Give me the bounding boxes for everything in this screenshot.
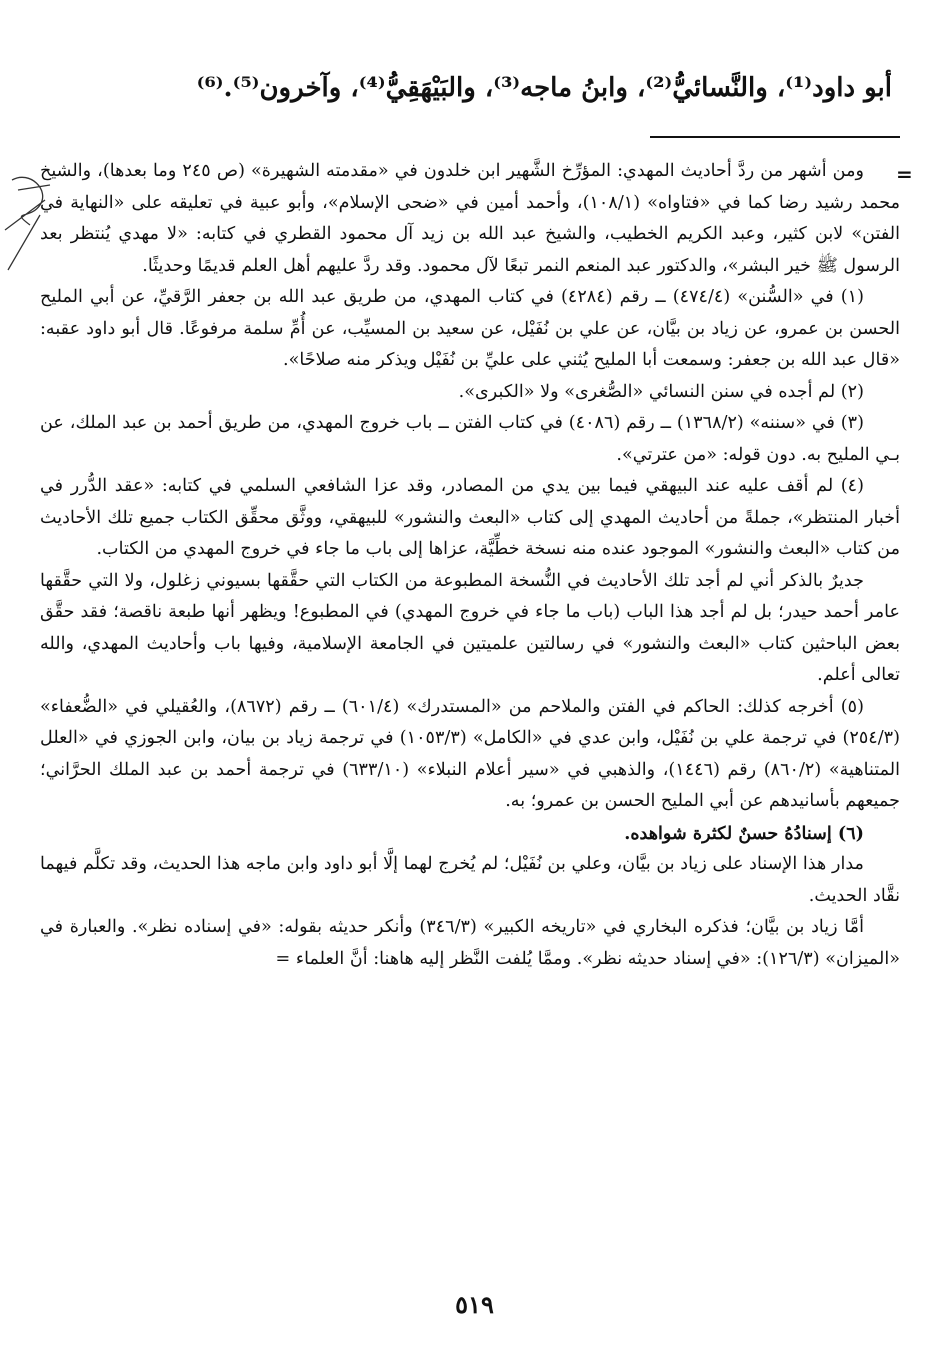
footnote-6-paragraph-2: أمَّا زياد بن بيَّان؛ فذكره البخاري في «تاريخه الكبير» (٣٤٦/٣) وأنكر حديثه بقوله: «في إسناده نظر». والعبارة في «الميزان» (١٢٦/٣): «في إسناد حديثه نظر». وممَّا يُلفت النَّظر إليه هاهنا: أنَّ العلماء = xyxy=(40,917,900,969)
footnote-intro: ومن أشهر من ردَّ أحاديث المهدي: المؤرِّخ الشَّهير ابن خلدون في «مقدمته الشهيرة» (ص ٢٤٥ وما بعدها)، والشيخ محمد رشيد رضا كما في «فتاواه» (١٠٨/١)، وأحمد أمين في «ضحى الإسلام»، وأبو عبية في تعليقه على «النهاية في الفتن» لابن كثير، وعبد الكريم الخطيب، والشيخ عبد الله بن زيد آل محمود القطري في كتابه: «لا مهدي يُنتظر بعد الرسول ﷺ خير البشر»، والدكتور عبد المنعم النمر تبعًا لآل محمود. وقد ردَّ عليهم أهل العلم قديمًا وحديثًا. xyxy=(40,161,900,276)
footnote-5: (٥) أخرجه كذلك: الحاكم في الفتن والملاحم من «المستدرك» (٦٠١/٤) ــ رقم (٨٦٧٢)، والعُقيلي في «الضُّعفاء» (٢٥٤/٣) في ترجمة علي بن نُفَيْل، وابن عدي في «الكامل» (١٠٥٣/٣) في ترجمة زياد بن بيان، وابن الجوزي في «العلل المتناهية» (٨٦٠/٢) رقم (١٤٤٦)، والذهبي في «سير أعلام النبلاء» (٦٣٣/١٠) في ترجمة أحمد بن عبد الملك الحرَّاني؛ جميعهم بأسانيدهم عن أبي المليح الحسن بن عمرو؛ به. xyxy=(40,696,900,812)
footnote-4: (٤) لم أقف عليه عند البيهقي فيما بين يدي من المصادر، وقد عزا الشافعي السلمي في كتابه: «عقد الدُّرر في أخبار المنتظر»، جملةً من أحاديث المهدي إلى كتاب «البعث والنشور» للبيهقي، ووثَّق محقِّق الكتاب جميع تلك الأحاديث من كتاب «البعث والنشور» الموجود عنده منه نسخة خطِّيَّة، عزاها إلى باب ما جاء في خروج المهدي من الكتاب. xyxy=(40,476,900,560)
main-text-line: أبو داود⁽¹⁾، والنَّسائيُّ⁽²⁾، وابنُ ماجه⁽³⁾، والبَيْهَقِيُّ⁽⁴⁾، وآخرون⁽⁵⁾.⁽⁶⁾ xyxy=(196,73,892,103)
footnote-2: (٢) لم أجده في سنن النسائي «الصُّغرى» ولا «الكبرى». xyxy=(458,381,864,402)
footnote-separator xyxy=(650,136,900,138)
footnote-3: (٣) في «سننه» (١٣٦٨/٢) ــ رقم (٤٠٨٦) في كتاب الفتن ــ باب خروج المهدي، من طريق أحمد بن عبد الملك، عن بـي المليح به. دون قوله: «من عترتي». xyxy=(40,413,900,465)
footnote-6: (٦) إسنادُهُ حسنٌ لكثرة شواهده. xyxy=(624,822,864,844)
continuation-mark-top: = xyxy=(896,162,913,186)
document-page xyxy=(40,50,900,1350)
page-number: ٥١٩ xyxy=(455,1290,494,1319)
footnote-1: (١) في «السُّنن» (٤٧٤/٤) ــ رقم (٤٢٨٤) في كتاب المهدي، من طريق عبد الله بن جعفر الرَّقيِّ، عن أبي المليح الحسن بن عمرو، عن زياد بن بيَّان، عن علي بن نُفَيْل، عن سعيد بن المسيِّب، عن أُمِّ سلمة مرفوعًا. قال أبو داود عقبه: «قال عبد الله بن جعفر: وسمعت أبا المليح يُثني على عليِّ بن نُفَيْل ويذكر منه صلاحًا». xyxy=(40,287,900,371)
footnote-6-paragraph-1: مدار هذا الإسناد على زياد بن بيَّان، وعلي بن نُفَيْل؛ لم يُخرج لهما إلَّا أبو داود وابن ماجه هذا الحديث، وقد تكلَّم فيهما نقَّاد الحديث. xyxy=(40,854,900,906)
footnote-4-continued: جديرٌ بالذكر أني لم أجد تلك الأحاديث في النُّسخة المطبوعة من الكتاب التي حقَّقها بسيوني زغلول، ولا التي حقَّقها عامر أحمد حيدر؛ بل لم أجد هذا الباب (باب ما جاء في خروج المهدي) في المطبوع! ويظهر أنها طبعة ناقصة؛ فقد حقَّق بعض الباحثين كتاب «البعث والنشور» في رسالتين علميتين في الجامعة الإسلامية، وفيها باب وأحاديث المهدي، والله تعالى أعلم. xyxy=(40,570,900,686)
footnotes xyxy=(40,156,900,975)
